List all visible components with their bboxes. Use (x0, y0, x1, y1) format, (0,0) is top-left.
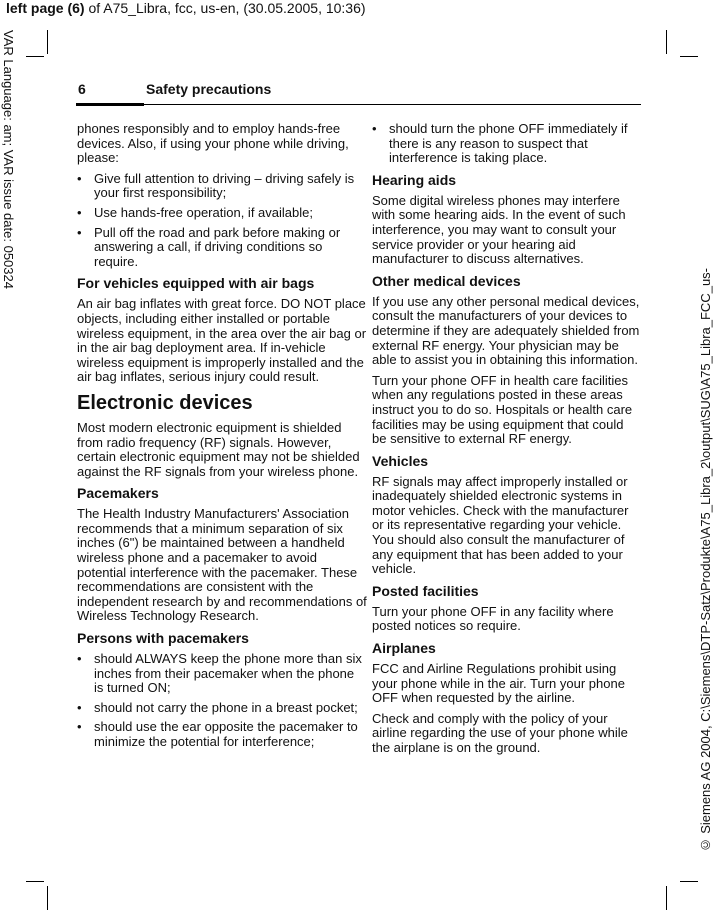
variant-info: VAR Language: am; VAR issue date: 050324 (1, 30, 16, 289)
vehicles-heading: Vehicles (372, 452, 429, 469)
list-item: • should ALWAYS keep the phone more than six inches from their pacemaker when the phone is turned ON; (77, 652, 367, 696)
airplanes-heading: Airplanes (372, 640, 436, 657)
vehicles-paragraph: RF signals may affect improperly installed or inadequately shielded electronic systems in motor vehicles. Check with the manufacturer or its representative regarding your vehicle. You should also consult the manufacturer of any equipment that has been added to your vehicle. (372, 473, 629, 577)
print-slug (6, 0, 366, 16)
medical-paragraph-2: Turn your phone OFF in health care facilities when any regulations posted in these areas instruct you to do so. Hospitals or health care facilities may be using equipment that could be sensitive to external RF energy. (372, 372, 633, 447)
persons-list-continued (372, 122, 640, 166)
pacemakers-paragraph: The Health Industry Manufacturers' Association recommends that a minimum separation of six inches (6") be maintained between a handheld wireless phone and a pacemaker to avoid potential interference with the pacemaker. These recommendations are consistent with the independent research by and recommendations of Wireless Technology Research. (77, 506, 367, 624)
hearing-aids-heading: Hearing aids (372, 171, 457, 188)
list-item: • Pull off the road and park before making or answering a call, if driving conditions so require. (77, 226, 367, 270)
intro-paragraph: phones responsibly and to employ hands-free devices. Also, if using your phone while driving, please: (77, 121, 349, 166)
hearing-aids-paragraph: Some digital wireless phones may interfere with some hearing aids. In the event of such interference, you may want to consult your service provider or your hearing aid manufacturer to discuss alternatives. (372, 192, 626, 267)
crop-mark (26, 56, 44, 57)
airplanes-paragraph-2: Check and comply with the policy of your airline regarding the use of your phone while the airplane is on the ground. (372, 710, 628, 755)
posted-facilities-paragraph: Turn your phone OFF in any facility where posted notices so require. (372, 603, 614, 634)
airplanes-paragraph-1: FCC and Airline Regulations prohibit using your phone while in the air. Turn your phone OFF when requested by the airline. (372, 661, 625, 706)
medical-devices-heading: Other medical devices (372, 272, 521, 289)
page-number: 6 (78, 81, 86, 97)
crop-mark (47, 30, 48, 54)
crop-mark (47, 886, 48, 910)
persons-list (77, 652, 367, 750)
slug-file-info: of A75_Libra, fcc, us-en, (30.05.2005, 10:36) (84, 0, 366, 16)
crop-mark (666, 886, 667, 910)
list-item: • should use the ear opposite the pacemaker to minimize the potential for interference; (77, 720, 367, 749)
header-rule (144, 104, 641, 105)
electronic-devices-heading: Electronic devices (77, 391, 253, 414)
posted-facilities-heading: Posted facilities (372, 582, 479, 599)
left-column (77, 122, 367, 756)
list-item: • Use hands-free operation, if available; (77, 206, 367, 221)
header-rule-thick (76, 103, 144, 106)
list-item: • should turn the phone OFF immediately if there is any reason to suspect that interference is taking place. (372, 122, 640, 166)
airbags-paragraph: An air bag inflates with great force. DO NOT place objects, including either installed or portable wireless equipment, in the area over the air bag or in the air bag deployment area. If in-vehicle wireless equipment is improperly installed and the air bag inflates, serious injury could result. (77, 296, 367, 385)
pacemakers-heading: Pacemakers (77, 485, 159, 502)
list-item: • Give full attention to driving – driving safely is your first responsibility; (77, 172, 367, 201)
copyright-path: © Siemens AG 2004, C:\Siemens\DTP-Satz\Produkte\A75_Libra_2\output\SUG\A75_Libra_FCC_us- (698, 268, 713, 853)
section-title: Safety precautions (146, 81, 272, 97)
persons-heading: Persons with pacemakers (77, 630, 249, 647)
driving-list (77, 172, 367, 270)
right-column (372, 122, 640, 762)
electronic-paragraph: Most modern electronic equipment is shielded from radio frequency (RF) signals. However, certain electronic equipment may not be shielded against the RF signals from your wireless phone. (77, 419, 360, 479)
crop-mark (666, 30, 667, 54)
list-item: • should not carry the phone in a breast pocket; (77, 701, 367, 716)
slug-page-ref: left page (6) (6, 0, 85, 16)
crop-mark (26, 881, 44, 882)
crop-mark (680, 881, 698, 882)
medical-paragraph-1: If you use any other personal medical devices, consult the manufacturers of your devices to determine if they are adequately shielded from external RF energy. Your physician may be able to assist you in obtaining this information. (372, 293, 640, 368)
crop-mark (680, 56, 698, 57)
airbags-heading: For vehicles equipped with air bags (77, 275, 315, 292)
